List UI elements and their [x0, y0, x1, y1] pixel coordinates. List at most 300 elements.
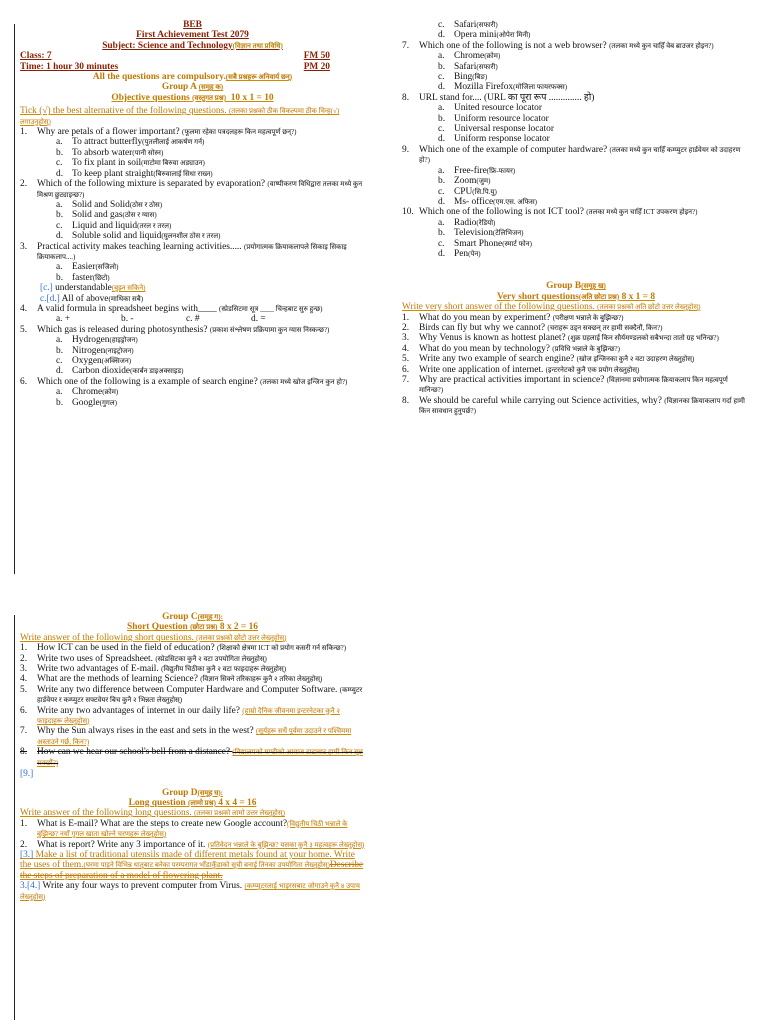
question-number: 10. — [402, 207, 414, 218]
answer-option — [20, 366, 365, 376]
question-number: 2. — [20, 179, 28, 190]
option-text: Oxygen — [72, 356, 102, 366]
question-english: URL stand for.... (URL का पूरा रूप .............. हो) — [419, 92, 595, 103]
question — [20, 304, 365, 314]
option-letter: c. — [438, 20, 445, 30]
question — [20, 179, 365, 200]
option-letter: b. — [56, 272, 64, 283]
long-question: 2. What is report? Write any 3 importance of it. (प्रतिवेदन भन्नाले के बुझिन्छ? यसका कुनै ३ महत्वहरू लेख्नुहोस्) — [20, 839, 365, 850]
answer-option: a. + — [56, 314, 71, 325]
question-list — [20, 127, 365, 408]
question-number: 7. — [402, 40, 410, 51]
question-translation: (तलका मध्ये खोज इन्जिन कुन हो?) — [260, 377, 348, 386]
option-letter: b. — [438, 176, 446, 187]
option-letter: b. — [438, 61, 446, 72]
question-text — [37, 179, 365, 200]
question-english: Practical activity makes teaching learning activities..... — [37, 241, 242, 252]
question-number: 1. — [20, 127, 28, 138]
question-translation: (विद्यालयको घण्टीको आवाज टाढाबाट हामी किन सुन्न सक्छौं?) — [37, 748, 363, 767]
option-text: Opera mini — [454, 30, 497, 41]
question-number: 8. — [402, 395, 410, 406]
option-text: Liquid and liquid — [72, 220, 138, 231]
answer-option — [402, 166, 750, 176]
option-text: Chrome — [72, 387, 103, 398]
question — [20, 674, 365, 684]
question — [402, 41, 750, 51]
answer-option: c. # — [186, 314, 200, 325]
option-text: Television — [454, 228, 493, 239]
question-text — [37, 706, 365, 727]
very-short-heading: Very short questions(अति छोटा प्रश्न) 8 x 1 = 8 — [496, 291, 656, 302]
objective-heading: Objective questions (वस्तुगत प्रश्न) 10 x 1 = 10 — [111, 92, 274, 103]
school-name: BEB — [183, 20, 202, 30]
answer-option — [402, 218, 750, 228]
question-text — [37, 325, 365, 335]
question-number: 8. — [402, 92, 410, 103]
answer-option — [402, 30, 750, 40]
question-text — [419, 375, 750, 396]
question-text — [37, 242, 365, 263]
option-translation: (ठोस र ठोस) — [129, 200, 163, 209]
option-text: To keep plant straight — [72, 168, 154, 179]
answer-option — [402, 114, 750, 124]
answer-options-inline — [20, 314, 365, 324]
option-text: Solid and Solid — [72, 199, 130, 210]
group-b-heading: Group B(समूह ख) — [546, 281, 606, 292]
answer-option — [20, 231, 365, 241]
question-number: 6. — [20, 705, 28, 716]
answer-option — [20, 262, 365, 272]
option-letter: d. — [438, 82, 446, 93]
option-text: CPU — [454, 186, 473, 197]
question-text — [419, 396, 750, 417]
answer-option — [402, 197, 750, 207]
question — [402, 93, 750, 103]
short-questions — [20, 643, 365, 768]
long-question: [3.] Make a list of traditional utensils made of different metals found at your home. Write the uses of them.(घरमा पाइने विभिन्न धातुबाट बनेका परम्परागत भाँडाकुँडाको सूची बनाई तिनका उपयोगिता लेख्नुहोस्)Describe the steps of preparation of a model of flowering plant. — [20, 849, 364, 881]
question — [402, 365, 750, 375]
question-english: Which one of the following is not ICT tool? — [419, 207, 584, 218]
option-letter: d. — [56, 366, 64, 377]
question-text — [37, 304, 365, 314]
question-translation: (विज्ञान सिक्ने तरिकाहरू कुनै २ तरिका लेख्नुहोस्) — [200, 675, 323, 684]
page-top-right — [402, 20, 750, 417]
option-translation: (सफारी) — [476, 21, 498, 29]
question-english: Why the Sun always rises in the east and sets in the west? — [37, 726, 254, 737]
answer-option — [402, 62, 750, 72]
question-english: Birds can fly but why we cannot? — [419, 322, 546, 333]
option-text: Zoom — [454, 176, 477, 187]
question-text — [419, 323, 750, 333]
question-translation: (इन्टरनेटको कुनै एक प्रयोग लेख्नुहोस्) — [545, 365, 640, 374]
question-text — [419, 365, 750, 375]
question-translation: (प्रकाश संश्लेषण प्रक्रियामा कुन ग्यास निस्कन्छ?) — [209, 325, 330, 334]
question-text — [37, 674, 365, 684]
question-text — [37, 654, 365, 664]
option-letter: a. — [56, 199, 63, 210]
bracket-mark: [9.] — [20, 769, 34, 780]
option-translation: (ओपेरा मिनी) — [496, 31, 531, 40]
option-letter: b. — [56, 345, 64, 356]
question — [20, 325, 365, 335]
option-translation: (मोजिला फायरफक्स) — [513, 83, 568, 92]
option-text: All of above — [61, 293, 109, 304]
question-number: 6. — [402, 364, 410, 375]
option-text: Free-fire — [454, 165, 487, 176]
question — [402, 354, 750, 364]
long-question: 3.[4.] Write any four ways to prevent computer from Virus. (कम्प्युटरलाई भाइरसबाट जोगाउने कुनै ४ उपाय लेख्नुहोस्) — [20, 881, 360, 901]
question — [402, 313, 750, 323]
question-number: 4. — [402, 343, 410, 354]
question-number: 3. — [20, 241, 28, 252]
very-short-questions — [402, 313, 750, 417]
option-translation: (ठोस र ग्यास) — [122, 211, 157, 220]
answer-option — [20, 169, 365, 179]
option-text: Mozilla Firefox — [454, 82, 514, 93]
option-translation: (अक्सिजन) — [101, 357, 132, 365]
question-text — [419, 313, 750, 323]
option-translation: (स्मार्ट फोन) — [502, 239, 532, 248]
question-number: 4. — [20, 303, 28, 314]
question-text — [37, 643, 365, 653]
option-letter: a. — [438, 103, 445, 114]
answer-option — [20, 356, 365, 366]
question-translation: (शिक्षाको क्षेत्रमा ICT को प्रयोग कसरी गर्न सकिन्छ?) — [216, 644, 347, 653]
text-cursor — [14, 615, 15, 1020]
question-translation: (चराहरू उड्न सक्छन् तर हामी सक्दैनौं, किन?) — [547, 323, 663, 332]
answer-option — [402, 134, 750, 144]
text-cursor — [14, 24, 15, 574]
option-marker: [c.] — [40, 283, 53, 294]
answer-option — [402, 187, 750, 197]
long-question-heading: Long question (लामो प्रश्न) 4 x 4 = 16 — [128, 797, 257, 808]
question-english: Write any two difference between Computer Hardware and Computer Software. — [37, 684, 338, 695]
short-question-instruction: Write answer of the following short questions. (तलका प्रश्नको छोटो उत्तर लेख्नुहोस्) — [20, 632, 287, 643]
option-translation: (नाइट्रोजन) — [105, 346, 134, 355]
option-translation: (सि.पि.यु) — [472, 187, 497, 196]
question-english: Why are petals of a flower important? — [37, 127, 180, 138]
question-english: What do you mean by experiment? — [419, 312, 551, 323]
option-letter: c. — [56, 158, 63, 169]
subject-line: Subject: Science and Technology(विज्ञान तथा प्रविधि) — [102, 40, 283, 51]
question-translation: (प्रविधि भन्नाले के बुझिन्छ?) — [552, 344, 620, 353]
question-english: Write two uses of Spreadsheet. — [37, 653, 153, 664]
option-letter: a. — [56, 137, 63, 148]
question-text — [419, 93, 750, 103]
page-top-left — [20, 20, 365, 408]
question-text — [419, 333, 750, 343]
answer-option — [20, 387, 365, 397]
question-text — [419, 354, 750, 364]
option-text: United resource locator — [454, 103, 542, 114]
question-number: 5. — [20, 324, 28, 335]
answer-option — [20, 283, 365, 293]
question-translation: (वाष्पीकरण विधिद्वारा तलका मध्ये कुन मिश्रण छुट्याइन्छ?) — [37, 180, 363, 199]
question — [402, 323, 750, 333]
question-number: 1. — [20, 643, 28, 654]
option-translation: (पेन) — [468, 249, 481, 258]
answer-option — [20, 221, 365, 231]
answer-option — [20, 335, 365, 345]
question — [20, 685, 365, 706]
option-letter: b. — [438, 228, 446, 239]
question-translation: (फूलमा रहेका पत्रदलहरू किन महत्वपूर्ण छन्?) — [182, 128, 297, 137]
question — [20, 726, 365, 747]
question-english: We should be careful while carrying out Science activities, why? — [419, 395, 662, 406]
question-english: What do you mean by technology? — [419, 343, 550, 354]
answer-option — [20, 158, 365, 168]
question-english: Which gas is released during photosynthesis? — [37, 324, 208, 335]
answer-option — [20, 346, 365, 356]
question — [402, 344, 750, 354]
question-translation: (सूर्यहरू सधैं पूर्वमा उदाउने र पश्चिममा अस्ताउने गर्छ, किन?) — [37, 727, 352, 746]
option-letter: c. — [438, 124, 445, 135]
option-text: Uniform resource locator — [454, 113, 549, 124]
option-letter: a. — [438, 217, 445, 228]
question-number: 9. — [402, 144, 410, 155]
option-text: Ms- office — [454, 196, 494, 207]
option-letter: b. — [438, 113, 446, 124]
question-number: 3. — [20, 664, 28, 675]
option-translation: (जुम) — [476, 177, 491, 186]
answer-option — [20, 200, 365, 210]
question-number: 7. — [20, 726, 28, 737]
option-letter: a. — [56, 387, 63, 398]
option-letter: b. — [56, 147, 64, 158]
option-letter: d. — [438, 196, 446, 207]
answer-option — [20, 210, 365, 220]
answer-option — [402, 20, 750, 30]
option-letter: d. — [438, 134, 446, 145]
question-translation: (विद्युतीय चिठीका कुनै २ वटा फाइदाहरू लेख्नुहोस्) — [161, 665, 287, 674]
question — [20, 127, 365, 137]
group-d-heading: Group D(समूह घ): — [161, 787, 224, 798]
option-translation: (एम.एस. अफिस) — [493, 197, 538, 206]
question-translation: (तलका मध्ये कुन चाहिँ ICT उपकरण होइन?) — [586, 208, 698, 217]
question-number: 3. — [402, 333, 410, 344]
question-translation: (परीक्षण भन्नाले के बुझिन्छ?) — [552, 313, 624, 322]
question-translation: (स्प्रेडसिटमा सूत्र ____ चिन्हबाट सुरु हुन्छ) — [219, 304, 323, 313]
question-number: 2. — [20, 653, 28, 664]
option-text: Radio — [454, 217, 477, 228]
question — [402, 396, 750, 417]
option-letter: c. — [438, 238, 445, 249]
question-text — [37, 747, 365, 768]
question-english: A valid formula in spreadsheet begins with____ — [37, 303, 217, 314]
group-a-heading: Group A (समूह क) — [161, 82, 224, 93]
option-text: Soluble solid and liquid — [72, 231, 162, 242]
question-number: 4. — [20, 674, 28, 685]
question-english: Write any two example of search engine? — [419, 354, 575, 365]
answer-option — [20, 398, 365, 408]
question-number: 6. — [20, 376, 28, 387]
question-translation: (कम्प्युटर हार्डवेयर र कम्प्युटर सफ्टवेयर बिच कुनै २ भिन्नता लेख्नुहोस्) — [37, 685, 363, 705]
option-letter: b. — [56, 397, 64, 408]
option-text: Safari — [454, 20, 477, 30]
question-translation: (हाम्रो दैनिक जीवनमा इन्टरनेटका कुनै २ फाइदाहरू लेख्नुहोस्) — [37, 706, 340, 726]
question — [20, 654, 365, 664]
question-english: Why are practical activities important in science? — [419, 375, 605, 385]
question — [402, 375, 750, 396]
answer-option — [402, 124, 750, 134]
question-english: Write any two advantages of internet in our daily life? — [37, 705, 240, 716]
question-english: Write one application of internet. — [419, 364, 544, 375]
answer-option — [402, 249, 750, 259]
question-number: 5. — [20, 684, 28, 695]
option-text: Smart Phone — [454, 238, 503, 249]
answer-option — [402, 239, 750, 249]
question-english: Which one of the example of computer hardware? — [419, 144, 608, 155]
question-english: Which one of the following is not a web browser? — [419, 40, 607, 51]
option-translation: (सफारी) — [476, 62, 498, 71]
answer-option — [402, 228, 750, 238]
option-translation: (माथिका सबै) — [108, 294, 144, 303]
answer-option — [20, 148, 365, 158]
option-text: To attract butterfly — [72, 137, 143, 148]
option-text: Hydrogen — [72, 335, 110, 346]
option-translation: (हाइड्रोजन) — [109, 336, 138, 345]
option-translation: (रेडियो) — [476, 218, 496, 227]
option-text: Pen — [454, 248, 469, 259]
answer-option — [402, 82, 750, 92]
question — [20, 242, 365, 263]
option-letter: a. — [56, 262, 63, 273]
group-c-heading: Group C(समूह ग): — [162, 612, 223, 622]
question-english: Which one of the following is a example of search engine? — [37, 376, 258, 387]
option-translation: (पुतलीलाई आकर्षण गर्न) — [142, 138, 205, 147]
option-text: Carbon dioxide — [72, 366, 131, 377]
option-translation: (बिरुवालाई सिधा राख्न) — [153, 169, 213, 178]
question-english: How can we hear our school's bell from a distance? — [37, 747, 231, 758]
question-number: 5. — [402, 354, 410, 365]
option-text: To fix plant in soil — [72, 158, 142, 169]
option-text: Safari — [454, 61, 477, 72]
answer-option — [20, 137, 365, 147]
option-text: Bing — [454, 72, 473, 83]
class-row: Class: 7 FM 50 — [20, 51, 330, 62]
question-translation: (शुक्र ग्रहलाई किन सौर्यमण्डलको सबैभन्दा तातो ग्रह भनिन्छ?) — [568, 334, 719, 343]
question — [402, 333, 750, 343]
question-text — [419, 207, 750, 217]
option-translation: (फ्रि-फायर) — [486, 166, 516, 175]
option-translation: (छिटो) — [92, 273, 110, 282]
option-translation: (घुलनशील ठोस र तरल) — [161, 232, 221, 241]
question — [20, 664, 365, 674]
option-translation: (माटोमा बिरुवा अड्याउन) — [141, 159, 205, 168]
option-translation: (क्रोम) — [102, 388, 119, 397]
option-letter: c. — [438, 72, 445, 83]
question-english: How ICT can be used in the field of education? — [37, 643, 215, 654]
question-text — [37, 685, 365, 706]
answer-option — [402, 176, 750, 186]
long-question-instruction: Write answer of the following long questions. (तलका प्रश्नको लामो उत्तर लेख्नुहोस्) — [20, 808, 285, 819]
option-translation: (पानी सोस्न) — [132, 148, 164, 157]
option-text: understandable — [55, 283, 112, 294]
option-translation: (बुझ्न सकिने) — [111, 284, 146, 293]
option-letter: d. — [438, 30, 446, 41]
question-text — [37, 726, 365, 747]
option-letter: a. — [438, 165, 445, 176]
long-question: 1. What is E-mail? What are the steps to create new Google account?(विद्युतीय चिठी भन्नाले के बुझिन्छ? नयाँ गुगल खाता खोल्ने चरणहरू लेख्नुहोस्) — [20, 818, 348, 839]
question-text — [37, 664, 365, 674]
time-row: Time: 1 hour 30 minutes PM 20 — [20, 61, 330, 72]
option-text: Solid and gas — [72, 210, 123, 221]
option-letter: b. — [56, 210, 64, 221]
option-text: faster — [72, 272, 93, 283]
option-text: Nitrogen — [72, 345, 106, 356]
option-text: Uniform response locator — [454, 134, 550, 145]
answer-option: d. = — [251, 314, 266, 325]
option-translation: (बिङ) — [472, 73, 488, 82]
question-english: What are the methods of learning Science? — [37, 674, 198, 685]
question-translation: (तलका मध्ये कुन चाहिँ वेब ब्राउजर होइन?) — [609, 41, 714, 50]
question-translation: (प्रयोगात्मक क्रियाकलापले सिकाइ सिकाइ क्रियाकलाप....) — [37, 242, 347, 261]
question-translation: (तलका मध्ये कुन चाहिँ कम्प्युटर हार्डवेयर को उदाहरण हो?) — [419, 145, 741, 165]
question — [20, 747, 365, 768]
continued-options — [402, 20, 750, 41]
very-short-instruction: Write very short answer of the following questions. (तलका प्रश्नको अति छोटो उत्तर लेख्नुहोस्) — [402, 302, 701, 313]
option-translation: (तरल र तरल) — [137, 221, 172, 230]
question-number: 2. — [402, 322, 410, 333]
option-text: To absorb water — [72, 147, 133, 158]
question-number: 7. — [402, 375, 410, 385]
question-text — [419, 145, 750, 166]
tick-instruction: Tick (√) the best alternative of the following questions. (तलका प्रश्नको ठीक विकल्पमा ठीक चिन्ह(√) लगाउनुहोस्) — [20, 106, 340, 126]
option-letter: c. — [438, 186, 445, 197]
option-translation: (टेलिभिजन) — [492, 229, 524, 238]
page-bottom — [20, 612, 365, 902]
option-text: Easier — [72, 262, 96, 273]
question-translation: (विज्ञानमा प्रयोगात्मक क्रियाकलाप किन महत्वपूर्ण मानिन्छ?) — [419, 376, 728, 395]
question-text — [419, 41, 750, 51]
question-number: 1. — [402, 312, 410, 323]
question — [20, 706, 365, 727]
question-text — [37, 377, 365, 387]
question — [20, 377, 365, 387]
question-text — [419, 344, 750, 354]
question-number: 8. — [20, 747, 28, 758]
question-translation: (स्प्रेडसिटका कुनै २ वटा उपयोगिता लेख्नुहोस्) — [155, 654, 267, 663]
question-text — [37, 127, 365, 137]
option-text: Chrome — [454, 51, 485, 62]
option-translation: (सजिलो) — [95, 263, 119, 272]
option-letter: d. — [438, 248, 446, 259]
question-translation: (खोज इन्जिनका कुनै २ वटा उदाहरण लेख्नुहोस्) — [576, 355, 695, 364]
option-letter: a. — [438, 51, 445, 62]
option-letter: d. — [56, 168, 64, 179]
question-english: Write two advantages of E-mail. — [37, 664, 159, 675]
answer-option — [402, 103, 750, 113]
test-title: First Achievement Test 2079 — [136, 30, 249, 41]
answer-option — [402, 51, 750, 61]
question-english: Which of the following mixture is separated by evaporation? — [37, 179, 266, 190]
short-question-heading: Short Question (छोटा प्रश्न) 8 x 2 = 16 — [127, 622, 258, 633]
question — [402, 207, 750, 217]
answer-option — [20, 273, 365, 283]
option-letter: c. — [56, 220, 63, 231]
option-text: Universal response locator — [454, 124, 554, 135]
option-letter: d. — [56, 231, 64, 242]
question-list — [402, 41, 750, 260]
option-letter: c. — [56, 356, 63, 366]
answer-option: b. - — [121, 314, 134, 325]
option-translation: (कार्बन डाइअक्साइड) — [130, 367, 184, 376]
answer-option — [402, 72, 750, 82]
option-text: Google — [72, 397, 100, 408]
option-translation: (गुगल) — [99, 398, 117, 407]
option-translation: (क्रोम) — [484, 52, 501, 61]
option-marker: c.[d.] — [40, 293, 60, 304]
